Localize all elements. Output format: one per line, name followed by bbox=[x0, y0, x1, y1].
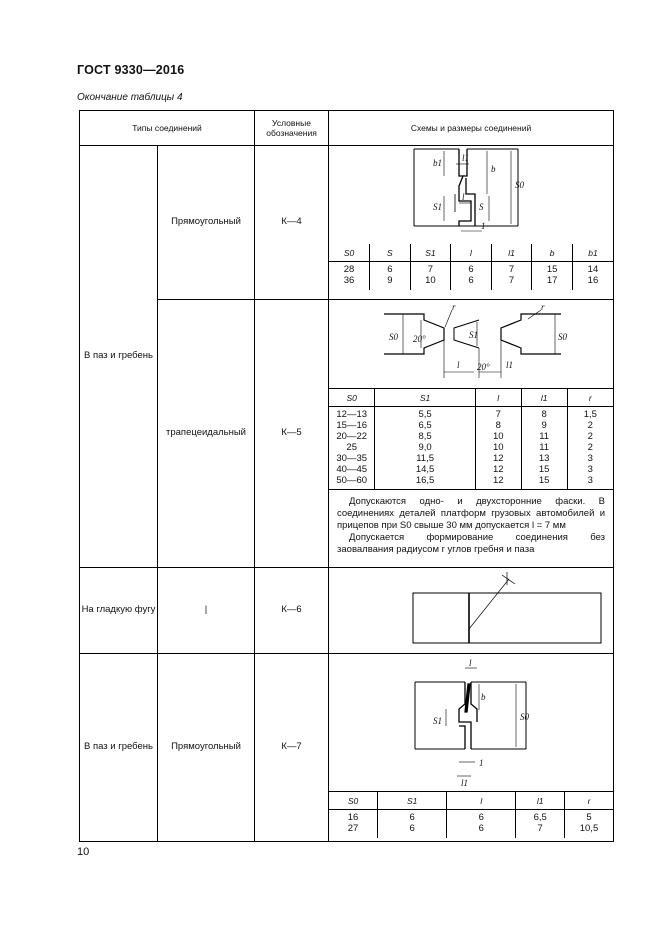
k4-label-s: S bbox=[479, 202, 484, 212]
col-header-designation: Условные обозначения bbox=[255, 111, 329, 146]
row-k7 bbox=[80, 654, 614, 842]
k4-v-s1: 7 10 bbox=[410, 262, 451, 290]
k4-scheme bbox=[329, 146, 614, 300]
table-caption: Окончание таблицы 4 bbox=[77, 92, 183, 103]
k7-label-s1: S1 bbox=[433, 716, 443, 726]
k5-v-s1: 5,5 6,5 8,5 9,0 11,5 14,5 16,5 bbox=[375, 407, 475, 490]
group-tongue-groove-1: В паз и гребень bbox=[80, 146, 158, 568]
k4-h-b: b bbox=[532, 244, 573, 262]
k5-scheme bbox=[329, 300, 614, 568]
k7-label-l1: l1 bbox=[461, 778, 469, 788]
k4-label-b1: b1 bbox=[433, 158, 443, 168]
document-header: ГОСТ 9330—2016 bbox=[77, 63, 185, 77]
k5-label-r-left: r bbox=[452, 302, 456, 312]
table-header-row bbox=[80, 111, 614, 146]
k7-scheme bbox=[329, 654, 614, 842]
k5-h-s0: S0 bbox=[329, 389, 375, 407]
k5-note-2: Допускается формирование соединения без заовалвания радиусом r углов гребня и паза bbox=[337, 532, 606, 555]
k4-label-s0: S0 bbox=[515, 180, 525, 190]
k4-label-b: b bbox=[491, 164, 496, 174]
k4-dim-header bbox=[329, 244, 613, 262]
group-tongue-groove-2: В паз и гребень bbox=[80, 654, 158, 842]
k7-drawing bbox=[329, 654, 614, 791]
k5-subtype: трапецеидальный bbox=[158, 300, 255, 568]
k4-h-s1: S1 bbox=[410, 244, 451, 262]
col-header-types: Типы соединений bbox=[80, 111, 255, 146]
k4-code: К—4 bbox=[255, 146, 329, 300]
k5-code: К—5 bbox=[255, 300, 329, 568]
k4-v-b1: 14 16 bbox=[587, 264, 599, 286]
page-number: 10 bbox=[77, 846, 90, 858]
k7-diagram bbox=[329, 654, 613, 791]
k7-label-l: l bbox=[469, 658, 472, 668]
k4-h-l1: l1 bbox=[491, 244, 532, 262]
k6-symbol: | bbox=[158, 568, 255, 654]
k5-v-l: 7 8 10 10 12 12 12 bbox=[475, 407, 521, 490]
k7-v-s0: 16 27 bbox=[329, 810, 378, 838]
k5-dim-values bbox=[329, 407, 613, 490]
k4-drawing bbox=[329, 146, 614, 244]
k5-label-l1: l1 bbox=[506, 360, 514, 370]
k4-label-s1: S1 bbox=[433, 202, 443, 212]
k7-label-b: b bbox=[481, 692, 486, 702]
k4-v-l1: 7 7 bbox=[491, 262, 532, 290]
k7-dimensions bbox=[329, 791, 613, 838]
k5-v-l1: 8 9 11 11 13 15 15 bbox=[521, 407, 567, 490]
k5-label-r-right: r bbox=[541, 302, 545, 312]
k4-diagram bbox=[329, 146, 613, 244]
k7-label-s0: S0 bbox=[520, 712, 530, 722]
k7-h-r: r bbox=[564, 792, 613, 810]
k5-label-angle-left: 20° bbox=[413, 334, 426, 344]
k7-h-s1: S1 bbox=[378, 792, 447, 810]
k4-v-s0: 28 36 bbox=[329, 262, 370, 290]
k7-v-s1: 6 6 bbox=[378, 810, 447, 838]
k4-v-s: 6 9 bbox=[370, 262, 411, 290]
k4-dim-values bbox=[329, 262, 613, 290]
k7-code: К—7 bbox=[255, 654, 329, 842]
k5-h-r: r bbox=[567, 389, 613, 407]
k4-dimensions bbox=[329, 244, 613, 290]
k7-dim-values bbox=[329, 810, 613, 838]
k5-dim-header bbox=[329, 389, 613, 407]
k5-label-s1: S1 bbox=[469, 330, 479, 340]
k5-label-s0-left: S0 bbox=[389, 332, 399, 342]
k4-v-l: 6 6 bbox=[451, 262, 492, 290]
k7-h-l1: l1 bbox=[516, 792, 565, 810]
row-k6 bbox=[80, 568, 614, 654]
row-k5 bbox=[80, 300, 614, 568]
k5-note-1: Допускаются одно- и двухсторонние фаски. В соединениях деталей платформ грузовых автомобилей и прицепов при S0 свыше 30 мм допускается l = 7 мм bbox=[337, 496, 606, 532]
k7-subtype: Прямоугольный bbox=[158, 654, 255, 842]
k5-dimensions bbox=[329, 388, 613, 489]
k5-v-r: 1,5 2 2 2 3 3 3 bbox=[583, 409, 597, 486]
k5-notes bbox=[329, 489, 613, 559]
row-k4 bbox=[80, 146, 614, 300]
k4-label-l: l bbox=[462, 192, 465, 202]
k4-v-b: 15 17 bbox=[532, 262, 573, 290]
k5-drawing bbox=[329, 300, 614, 388]
k6-scheme bbox=[329, 568, 614, 654]
k5-label-l: l bbox=[457, 360, 460, 370]
col-header-schemes: Схемы и размеры соединений bbox=[329, 111, 614, 146]
k5-label-s0-right: S0 bbox=[558, 332, 568, 342]
k7-label-one: 1 bbox=[479, 758, 484, 768]
k7-h-s0: S0 bbox=[329, 792, 378, 810]
k5-h-s1: S1 bbox=[375, 389, 475, 407]
group-smooth: На гладкую фугу bbox=[80, 568, 158, 654]
k4-label-l1: l1 bbox=[462, 153, 470, 163]
k4-h-s0: S0 bbox=[329, 244, 370, 262]
k4-h-b1: b1 bbox=[572, 244, 613, 262]
k7-v-l1: 6,5 7 bbox=[516, 810, 565, 838]
k4-subtype: Прямоугольный bbox=[158, 146, 255, 300]
k4-h-s: S bbox=[370, 244, 411, 262]
k5-v-s0: 12—13 15—16 20—22 25 30—35 40—45 50—60 bbox=[329, 407, 375, 490]
joints-table bbox=[79, 110, 614, 842]
k5-diagram bbox=[329, 300, 613, 388]
k7-v-l: 6 6 bbox=[447, 810, 516, 838]
k4-h-l: l bbox=[451, 244, 492, 262]
k7-dim-header bbox=[329, 792, 613, 810]
k6-drawing bbox=[329, 569, 614, 653]
k6-code: К—6 bbox=[255, 568, 329, 654]
k5-label-angle-bottom: 20° bbox=[477, 362, 490, 372]
k4-label-one: 1 bbox=[481, 221, 486, 231]
k7-v-r: 5 10,5 bbox=[579, 812, 599, 834]
k5-h-l1: l1 bbox=[521, 389, 567, 407]
k7-h-l: l bbox=[447, 792, 516, 810]
k5-h-l: l bbox=[475, 389, 521, 407]
